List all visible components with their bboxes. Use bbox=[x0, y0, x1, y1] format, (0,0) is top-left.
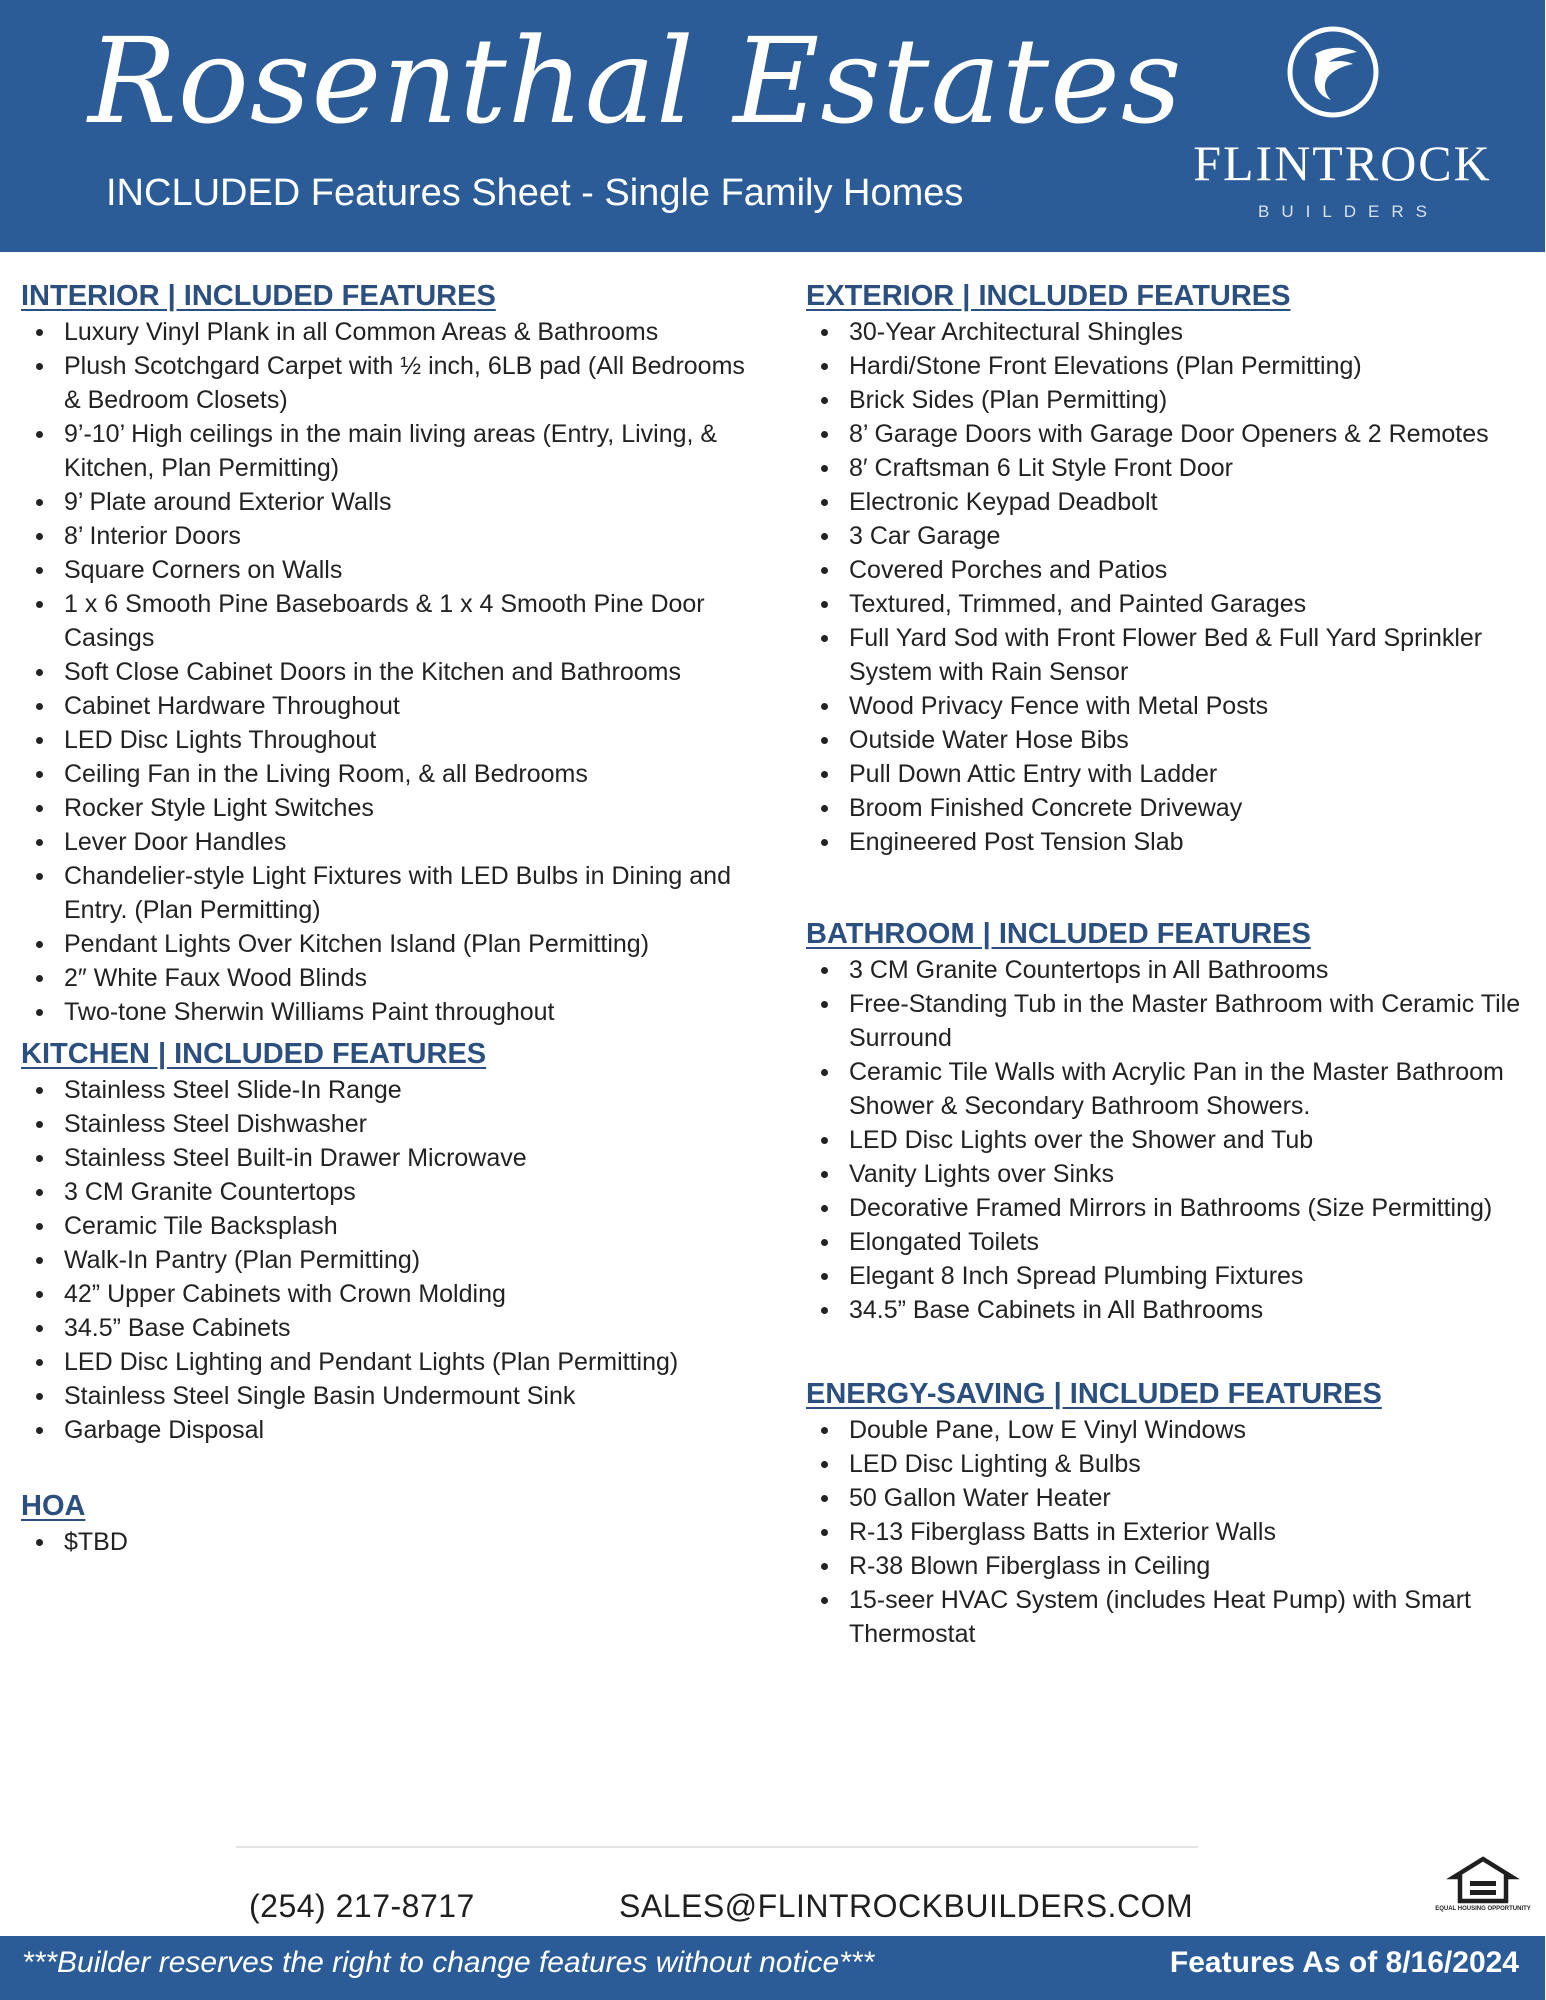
features-as-of-date: Features As of 8/16/2024 bbox=[1169, 1946, 1519, 1979]
hoa-heading: HOA bbox=[21, 1490, 86, 1522]
feature-item: 8′ Craftsman 6 Lit Style Front Door bbox=[806, 451, 1546, 485]
feature-item: LED Disc Lighting & Bulbs bbox=[806, 1447, 1546, 1481]
feature-item: 50 Gallon Water Heater bbox=[806, 1481, 1546, 1515]
feature-item: Stainless Steel Dishwasher bbox=[21, 1107, 761, 1141]
interior-section bbox=[21, 277, 761, 1029]
feature-item: Pull Down Attic Entry with Ladder bbox=[806, 757, 1546, 791]
feature-item: 2″ White Faux Wood Blinds bbox=[21, 961, 761, 995]
contact-phone[interactable]: (254) 217-8717 bbox=[249, 1888, 475, 1924]
feature-item: Square Corners on Walls bbox=[21, 553, 761, 587]
brand-subname: BUILDERS bbox=[1257, 202, 1440, 221]
feature-item: 8’ Garage Doors with Garage Door Openers & 2 Remotes bbox=[806, 417, 1546, 451]
feature-item: Vanity Lights over Sinks bbox=[806, 1157, 1546, 1191]
left-column bbox=[21, 277, 761, 1559]
feature-item: Covered Porches and Patios bbox=[806, 553, 1546, 587]
feature-item: Ceiling Fan in the Living Room, & all Bedrooms bbox=[21, 757, 761, 791]
feature-item: Ceramic Tile Backsplash bbox=[21, 1209, 761, 1243]
kitchen-heading: KITCHEN | INCLUDED FEATURES bbox=[21, 1038, 487, 1070]
exterior-heading: EXTERIOR | INCLUDED FEATURES bbox=[806, 280, 1291, 312]
feature-item: Decorative Framed Mirrors in Bathrooms (Size Permitting) bbox=[806, 1191, 1546, 1225]
feature-item: 42” Upper Cabinets with Crown Molding bbox=[21, 1277, 761, 1311]
bathroom-section bbox=[806, 915, 1546, 1327]
feature-item: Cabinet Hardware Throughout bbox=[21, 689, 761, 723]
feature-item: Pendant Lights Over Kitchen Island (Plan Permitting) bbox=[21, 927, 761, 961]
feature-item: Outside Water Hose Bibs bbox=[806, 723, 1546, 757]
feature-item: 9’ Plate around Exterior Walls bbox=[21, 485, 761, 519]
equal-housing-opportunity-icon bbox=[1435, 1855, 1531, 1921]
feature-item: R-13 Fiberglass Batts in Exterior Walls bbox=[806, 1515, 1546, 1549]
feature-item: 30-Year Architectural Shingles bbox=[806, 315, 1546, 349]
feature-item: Hardi/Stone Front Elevations (Plan Permitting) bbox=[806, 349, 1546, 383]
energy-heading: ENERGY-SAVING | INCLUDED FEATURES bbox=[806, 1378, 1382, 1410]
feature-item: Elongated Toilets bbox=[806, 1225, 1546, 1259]
feature-item: Full Yard Sod with Front Flower Bed & Full Yard Sprinkler System with Rain Sensor bbox=[806, 621, 1546, 689]
kitchen-list bbox=[21, 1073, 761, 1447]
feature-item: LED Disc Lighting and Pendant Lights (Plan Permitting) bbox=[21, 1345, 761, 1379]
exterior-section bbox=[806, 277, 1546, 859]
feature-item: $TBD bbox=[21, 1525, 761, 1559]
feature-item: Rocker Style Light Switches bbox=[21, 791, 761, 825]
feature-item: 1 x 6 Smooth Pine Baseboards & 1 x 4 Smooth Pine Door Casings bbox=[21, 587, 761, 655]
brand-name: FLINTROCK bbox=[1193, 135, 1492, 191]
energy-list bbox=[806, 1413, 1546, 1651]
feature-item: Stainless Steel Built-in Drawer Microwave bbox=[21, 1141, 761, 1175]
disclaimer-text: ***Builder reserves the right to change features without notice*** bbox=[22, 1946, 875, 1979]
feature-item: Wood Privacy Fence with Metal Posts bbox=[806, 689, 1546, 723]
feature-item: LED Disc Lights over the Shower and Tub bbox=[806, 1123, 1546, 1157]
feature-item: Brick Sides (Plan Permitting) bbox=[806, 383, 1546, 417]
feature-item: 3 Car Garage bbox=[806, 519, 1546, 553]
feature-item: 34.5” Base Cabinets in All Bathrooms bbox=[806, 1293, 1546, 1327]
bathroom-list bbox=[806, 953, 1546, 1327]
feature-item: R-38 Blown Fiberglass in Ceiling bbox=[806, 1549, 1546, 1583]
flintrock-f-icon bbox=[1285, 24, 1381, 120]
page-subtitle: INCLUDED Features Sheet - Single Family Homes bbox=[106, 172, 964, 214]
right-column bbox=[806, 277, 1546, 1651]
feature-item: Elegant 8 Inch Spread Plumbing Fixtures bbox=[806, 1259, 1546, 1293]
feature-item: Engineered Post Tension Slab bbox=[806, 825, 1546, 859]
energy-section bbox=[806, 1375, 1546, 1651]
feature-item: Garbage Disposal bbox=[21, 1413, 761, 1447]
hoa-section bbox=[21, 1487, 761, 1559]
interior-list bbox=[21, 315, 761, 1029]
feature-item: LED Disc Lights Throughout bbox=[21, 723, 761, 757]
feature-item: Chandelier-style Light Fixtures with LED Bulbs in Dining and Entry. (Plan Permitting) bbox=[21, 859, 761, 927]
feature-item: Two-tone Sherwin Williams Paint throughout bbox=[21, 995, 761, 1029]
hoa-list bbox=[21, 1525, 761, 1559]
kitchen-section bbox=[21, 1035, 761, 1447]
feature-item: 9’-10’ High ceilings in the main living areas (Entry, Living, & Kitchen, Plan Permitting) bbox=[21, 417, 761, 485]
feature-item: 15-seer HVAC System (includes Heat Pump) with Smart Thermostat bbox=[806, 1583, 1546, 1651]
eho-caption: EQUAL HOUSING OPPORTUNITY bbox=[1435, 1906, 1531, 1912]
interior-heading: INTERIOR | INCLUDED FEATURES bbox=[21, 280, 496, 312]
feature-item: Luxury Vinyl Plank in all Common Areas & Bathrooms bbox=[21, 315, 761, 349]
feature-item: Free-Standing Tub in the Master Bathroom with Ceramic Tile Surround bbox=[806, 987, 1546, 1055]
feature-item: Stainless Steel Single Basin Undermount Sink bbox=[21, 1379, 761, 1413]
feature-item: 3 CM Granite Countertops in All Bathrooms bbox=[806, 953, 1546, 987]
footer-divider bbox=[236, 1846, 1198, 1848]
feature-item: Walk-In Pantry (Plan Permitting) bbox=[21, 1243, 761, 1277]
feature-item: Ceramic Tile Walls with Acrylic Pan in the Master Bathroom Shower & Secondary Bathroom Showers. bbox=[806, 1055, 1546, 1123]
feature-item: Broom Finished Concrete Driveway bbox=[806, 791, 1546, 825]
feature-item: Stainless Steel Slide-In Range bbox=[21, 1073, 761, 1107]
feature-item: Textured, Trimmed, and Painted Garages bbox=[806, 587, 1546, 621]
exterior-list bbox=[806, 315, 1546, 859]
bathroom-heading: BATHROOM | INCLUDED FEATURES bbox=[806, 918, 1311, 950]
feature-item: 3 CM Granite Countertops bbox=[21, 1175, 761, 1209]
page-title: Rosenthal Estates bbox=[88, 12, 1183, 150]
feature-item: Lever Door Handles bbox=[21, 825, 761, 859]
feature-item: 34.5” Base Cabinets bbox=[21, 1311, 761, 1345]
feature-item: Double Pane, Low E Vinyl Windows bbox=[806, 1413, 1546, 1447]
header-banner bbox=[0, 0, 1545, 252]
feature-item: Electronic Keypad Deadbolt bbox=[806, 485, 1546, 519]
feature-item: 8’ Interior Doors bbox=[21, 519, 761, 553]
feature-item: Soft Close Cabinet Doors in the Kitchen and Bathrooms bbox=[21, 655, 761, 689]
contact-email[interactable]: SALES@FLINTROCKBUILDERS.COM bbox=[619, 1888, 1194, 1924]
feature-item: Plush Scotchgard Carpet with ½ inch, 6LB pad (All Bedrooms & Bedroom Closets) bbox=[21, 349, 761, 417]
